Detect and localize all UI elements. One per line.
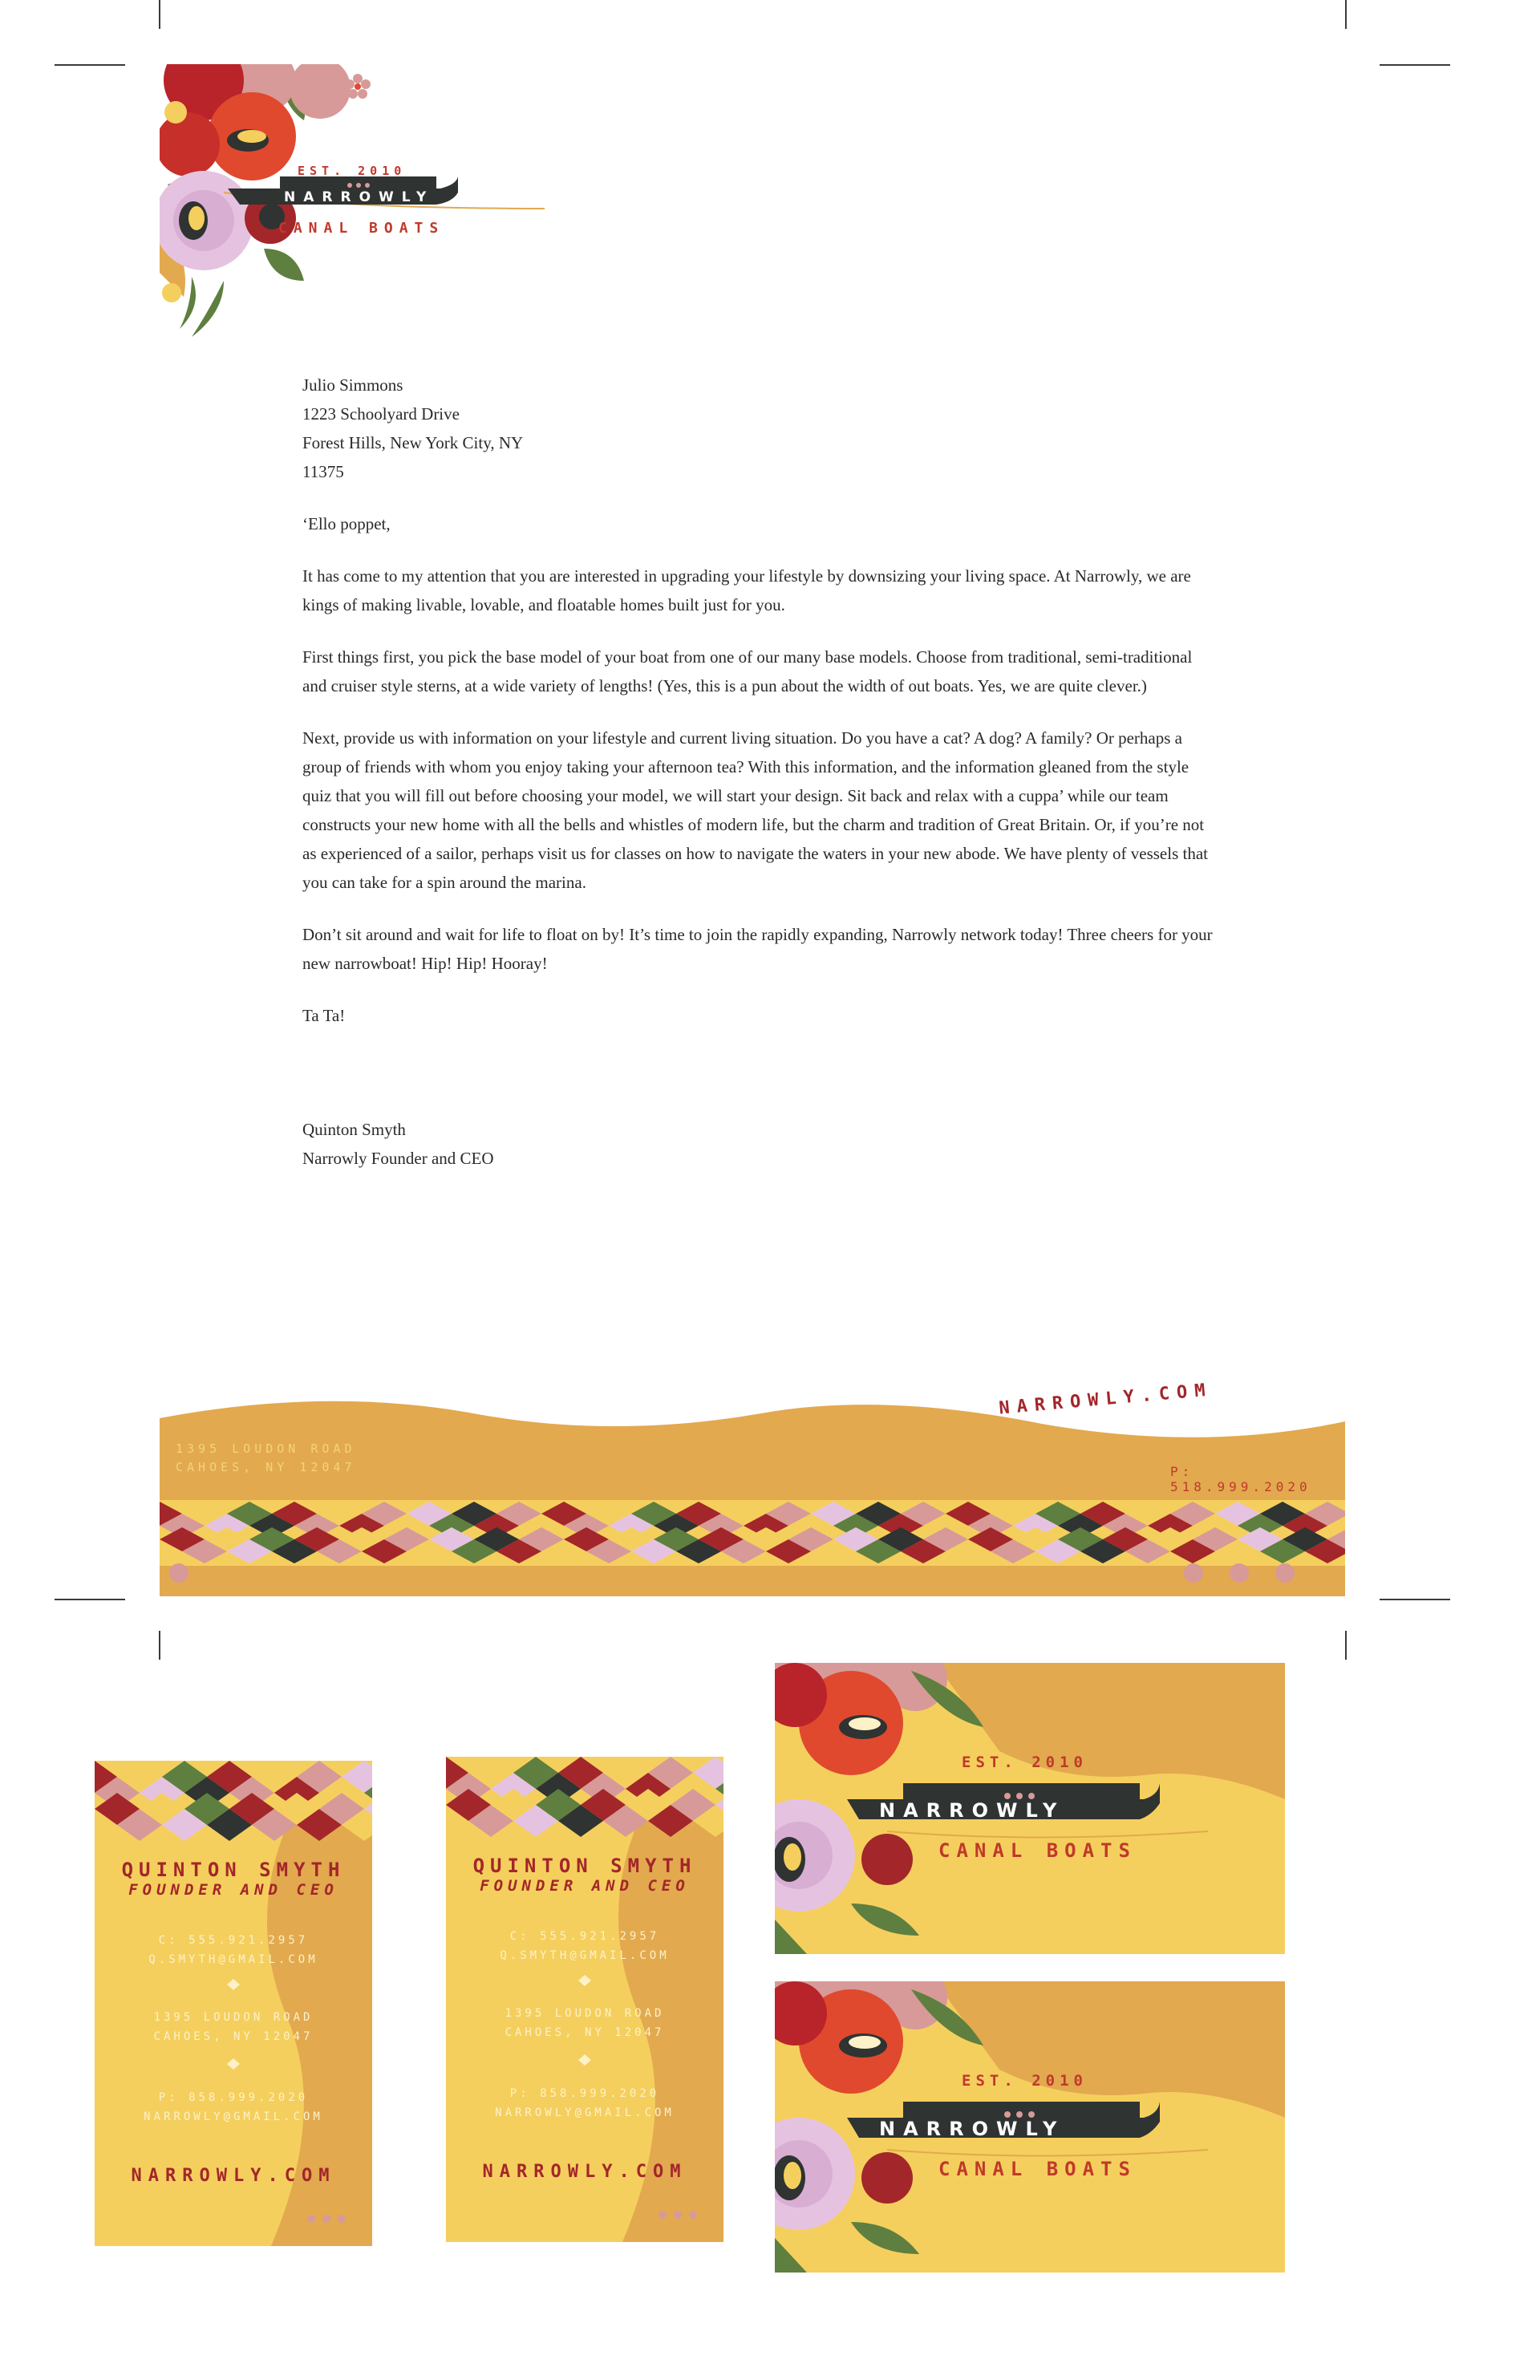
card-name: QUINTON SMYTH <box>472 1855 697 1877</box>
card-address-line1: 1395 LOUDON ROAD <box>153 2011 314 2024</box>
business-card-vertical <box>95 1761 372 2246</box>
crop-mark <box>1380 1599 1450 1600</box>
recipient-address <box>302 371 1217 486</box>
card-title: FOUNDER AND CEO <box>480 1877 690 1895</box>
signature-block <box>302 1115 1217 1173</box>
card-office-phone: P: 858.999.2020 <box>509 2087 660 2100</box>
recipient-city: Forest Hills, New York City, NY <box>302 433 524 452</box>
card-name: QUINTON SMYTH <box>121 1859 346 1881</box>
card-logo-brand: NARROWLY <box>879 2118 1065 2140</box>
card-office-phone: P: 858.999.2020 <box>158 2091 309 2104</box>
footer-wave-band <box>160 1380 1345 1596</box>
footer-website[interactable]: NARROWLY.COM <box>998 1380 1214 1419</box>
card-logo-tagline: CANAL BOATS <box>938 2158 1137 2180</box>
business-card-horizontal <box>775 1981 1285 2273</box>
crop-mark <box>159 0 160 29</box>
footer-phone: P: 518.999.2020 <box>1170 1464 1311 1494</box>
crop-mark <box>1345 1631 1347 1660</box>
letterhead-footer <box>160 1380 1345 1596</box>
crop-mark <box>55 64 125 66</box>
card-office-email: NARROWLY@GMAIL.COM <box>144 2110 323 2123</box>
logo-tagline: CANAL BOATS <box>278 220 445 237</box>
card-address <box>95 2008 372 2046</box>
card-office <box>95 2088 372 2127</box>
letter-body <box>302 371 1217 1173</box>
card-logo-est: EST. 2010 <box>962 2072 1088 2090</box>
footer-address-line1: 1395 LOUDON ROAD <box>176 1441 356 1456</box>
closing: Ta Ta! <box>302 1006 346 1025</box>
letter-paragraph: It has come to my attention that you are interested in upgrading your lifestyle by downsizing your living space. At Narrowly, we are kings of making livable, lovable, and floatable homes built just for you. <box>302 566 1191 614</box>
card-title: FOUNDER AND CEO <box>128 1881 338 1899</box>
card-address-line1: 1395 LOUDON ROAD <box>505 2007 665 2020</box>
card-office <box>446 2084 723 2123</box>
recipient-zip: 11375 <box>302 462 344 481</box>
card-cell-phone: C: 555.921.2957 <box>509 1930 660 1943</box>
footer-address-line2: CAHOES, NY 12047 <box>176 1460 356 1474</box>
card-contact <box>446 1927 723 1965</box>
logo-est: EST. 2010 <box>298 164 407 178</box>
card-email: Q.SMYTH@GMAIL.COM <box>148 1953 318 1966</box>
crop-mark <box>1345 0 1347 29</box>
business-card-horizontal <box>775 1663 1285 1954</box>
signature-title: Narrowly Founder and CEO <box>302 1149 494 1168</box>
floral-bouquet-illustration <box>160 64 561 369</box>
letter-paragraph: First things first, you pick the base model of your boat from one of our many base models. Choose from traditional, semi-traditional and cruiser style sterns, at a wide variety of lengths! (Yes, this is a pun about the width of out boats. Yes, we are quite clever.) <box>302 647 1193 695</box>
card-email: Q.SMYTH@GMAIL.COM <box>500 1949 670 1962</box>
crop-mark <box>159 1631 160 1660</box>
card-cell-phone: C: 555.921.2957 <box>158 1934 309 1947</box>
card-logo-brand: NARROWLY <box>879 1799 1065 1822</box>
recipient-name: Julio Simmons <box>302 375 403 395</box>
recipient-street: 1223 Schoolyard Drive <box>302 404 460 424</box>
card-website[interactable]: NARROWLY.COM <box>482 2162 687 2182</box>
business-card-vertical <box>446 1757 723 2242</box>
card-contact <box>95 1931 372 1969</box>
crop-mark <box>1380 64 1450 66</box>
footer-address <box>176 1440 356 1477</box>
card-website[interactable]: NARROWLY.COM <box>131 2166 336 2186</box>
letter-paragraph: Next, provide us with information on your lifestyle and current living situation. Do you have a cat? A dog? A family? Or perhaps a group of friends with whom you enjoy taking your afternoon tea? With this information, and the information gleaned from the style quiz that you will fill out before choosing your model, we will start your design. Sit back and relax with a cuppa’ while our team constructs your new home with all the bells and whistles of modern life, but the charm and tradition of Great Britain. Or, if you’re not as experienced of a sailor, perhaps visit us for classes on how to navigate the waters in your new abode. We have plenty of vessels that you can take for a spin around the marina. <box>302 728 1208 892</box>
letterhead-logo <box>160 64 561 369</box>
card-logo-tagline: CANAL BOATS <box>938 1839 1137 1862</box>
greeting: ‘Ello poppet, <box>302 514 391 533</box>
card-office-email: NARROWLY@GMAIL.COM <box>495 2106 675 2119</box>
card-address-line2: CAHOES, NY 12047 <box>153 2030 314 2043</box>
card-logo-est: EST. 2010 <box>962 1754 1088 1771</box>
logo-brand: NARROWLY <box>284 189 435 205</box>
signature-name: Quinton Smyth <box>302 1120 406 1139</box>
card-address-line2: CAHOES, NY 12047 <box>505 2026 665 2039</box>
crop-mark <box>55 1599 125 1600</box>
letter-paragraph: Don’t sit around and wait for life to float on by! It’s time to join the rapidly expanding, Narrowly network today! Three cheers for your new narrowboat! Hip! Hip! Hooray! <box>302 925 1213 973</box>
card-address <box>446 2004 723 2042</box>
